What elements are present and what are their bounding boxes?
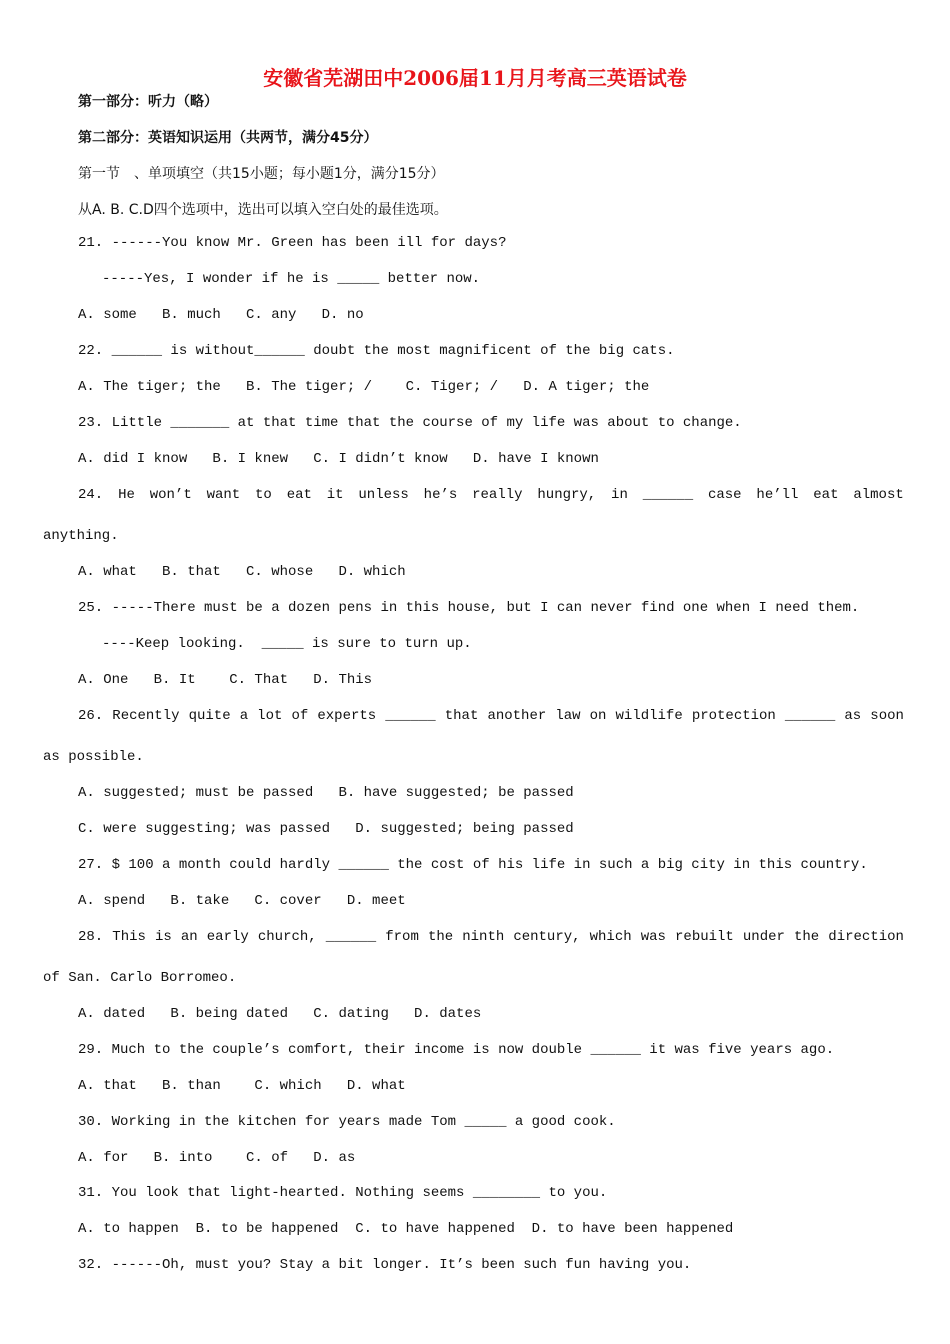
q26-word: of (291, 708, 309, 724)
q28-word: is (154, 929, 172, 945)
q26-word: ______ (784, 708, 836, 724)
q24-word: case (707, 487, 742, 503)
question-21: 21. ------You know Mr. Green has been ill for days? (78, 235, 507, 251)
q26-word: that (444, 708, 479, 724)
q24-word: 24. (78, 487, 104, 503)
q28-word: ______ (325, 929, 377, 945)
part2-heading: 第二部分：英语知识运用（共两节，满分45分） (78, 130, 378, 146)
q24-word: hungry, (537, 487, 597, 503)
question-25-line2: ----Keep looking. _____ is sure to turn up. (102, 636, 472, 652)
q28-word: century, (513, 929, 581, 945)
q28-word: rebuilt (675, 929, 734, 945)
question-22: 22. ______ is without______ doubt the most magnificent of the big cats. (78, 343, 675, 359)
question-23-options: A. did I know B. I knew C. I didn’t know D. have I known (78, 451, 599, 467)
question-24-options: A. what B. that C. whose D. which (78, 564, 406, 580)
q28-word: direction (828, 929, 904, 945)
q26-word: another (487, 708, 547, 724)
q28-word: which (589, 929, 632, 945)
question-25: 25. -----There must be a dozen pens in this house, but I can never find one when I need them. (78, 600, 860, 616)
q28-word: an (180, 929, 198, 945)
question-32: 32. ------Oh, must you? Stay a bit longer. It’s been such fun having you. (78, 1257, 692, 1273)
q26-word: experts (317, 708, 377, 724)
question-24-line2: anything. (43, 528, 119, 544)
q24-word: want (206, 487, 241, 503)
question-27-options: A. spend B. take C. cover D. meet (78, 893, 406, 909)
q24-word: eat (286, 487, 312, 503)
q24-word: to (255, 487, 272, 503)
question-23: 23. Little _______ at that time that the course of my life was about to change. (78, 415, 742, 431)
q26-word: as (844, 708, 862, 724)
q28-word: ninth (462, 929, 505, 945)
question-31: 31. You look that light-hearted. Nothing seems ________ to you. (78, 1185, 608, 1201)
question-30: 30. Working in the kitchen for years made Tom _____ a good cook. (78, 1114, 616, 1130)
q26-word: ______ (385, 708, 436, 724)
q24-word: he’s (423, 487, 458, 503)
q28-word: the (794, 929, 820, 945)
q26-word: protection (691, 708, 776, 724)
question-21-options: A. some B. much C. any D. no (78, 307, 364, 323)
q28-word: church, (257, 929, 317, 945)
question-29-options: A. that B. than C. which D. what (78, 1078, 406, 1094)
q24-word: ______ (642, 487, 694, 503)
q24-word: really (472, 487, 523, 503)
q28-word: 28. (78, 929, 104, 945)
q26-word: law (555, 708, 581, 724)
q24-word: eat (813, 487, 839, 503)
question-26-options-ab: A. suggested; must be passed B. have suggested; be passed (78, 785, 574, 801)
question-22-options: A. The tiger; the B. The tiger; / C. Tiger; / D. A tiger; the (78, 379, 650, 395)
question-26 (78, 708, 904, 724)
q24-word: almost (853, 487, 904, 503)
question-29: 29. Much to the couple’s comfort, their income is now double ______ it was five years ago. (78, 1042, 835, 1058)
q28-word: from (385, 929, 419, 945)
q28-word: This (112, 929, 146, 945)
section1-heading: 第一节 、单项填空（共15小题；每小题1分，满分15分） (78, 166, 445, 182)
q26-word: wildlife (615, 708, 683, 724)
question-25-options: A. One B. It C. That D. This (78, 672, 373, 688)
q26-word: a (239, 708, 249, 724)
q26-word: soon (870, 708, 904, 724)
q26-word: on (589, 708, 607, 724)
question-26-line2: as possible. (43, 749, 144, 765)
question-30-options: A. for B. into C. of D. as (78, 1150, 356, 1166)
question-27: 27. $ 100 a month could hardly ______ the cost of his life in such a big city in this country. (78, 857, 868, 873)
q24-word: unless (358, 487, 409, 503)
part1-heading: 第一部分：听力（略） (78, 94, 218, 110)
q24-word: in (611, 487, 628, 503)
q24-word: it (326, 487, 344, 503)
question-28 (78, 929, 904, 945)
q28-word: early (206, 929, 249, 945)
q26-word: quite (188, 708, 231, 724)
q26-word: 26. (78, 708, 104, 724)
q26-word: lot (257, 708, 283, 724)
question-28-options: A. dated B. being dated C. dating D. dates (78, 1006, 482, 1022)
instruction-text: 从A. B. C.D四个选项中，选出可以填入空白处的最佳选项。 (78, 202, 448, 218)
q24-word: He (118, 487, 135, 503)
question-28-line2: of San. Carlo Borromeo. (43, 970, 237, 986)
question-21-line2: -----Yes, I wonder if he is _____ better now. (102, 271, 481, 287)
q24-word: won’t (149, 487, 192, 503)
q28-word: the (427, 929, 454, 945)
exam-title: 安徽省芜湖田中2006届11月月考高三英语试卷 (263, 66, 687, 90)
q28-word: was (640, 929, 666, 945)
q24-word: he’ll (756, 487, 799, 503)
question-31-options: A. to happen B. to be happened C. to have happened D. to have been happened (78, 1221, 734, 1237)
q28-word: under (742, 929, 785, 945)
question-26-options-cd: C. were suggesting; was passed D. suggested; being passed (78, 821, 574, 837)
question-24 (78, 487, 904, 503)
q26-word: Recently (112, 708, 180, 724)
